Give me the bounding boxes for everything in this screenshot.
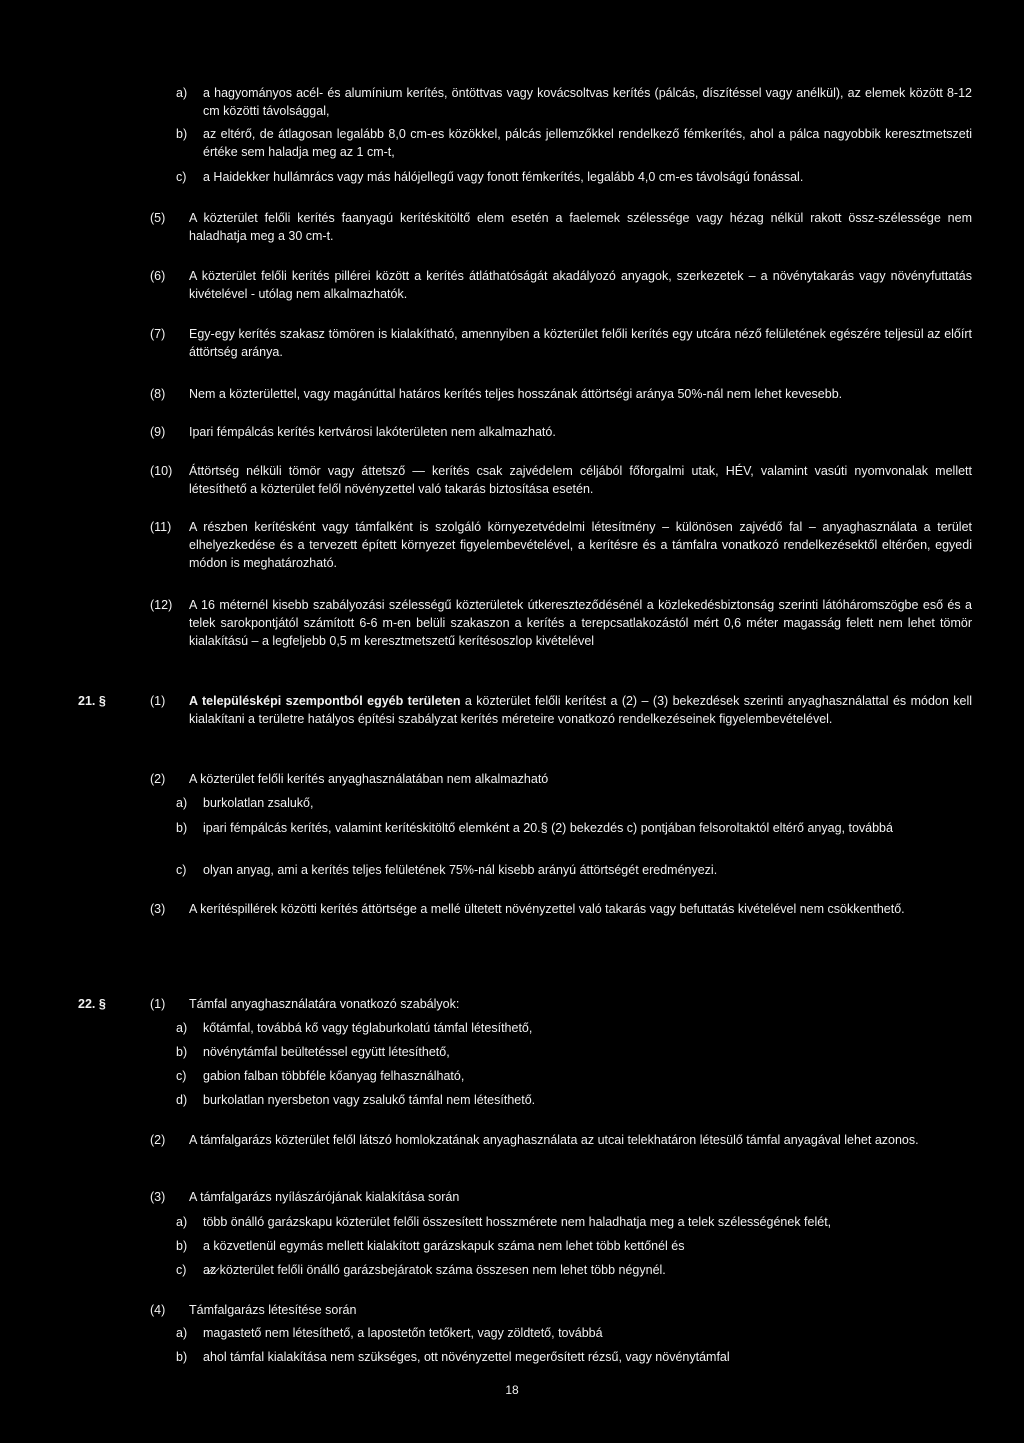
paragraph-number: (6) xyxy=(150,269,166,283)
list-item xyxy=(150,1237,972,1255)
list-item-text: az eltérő, de átlagosan legalább 8,0 cm-es közökkel, pálcás jellemzőkkel rendelkező fémkerítés, ahol a pálca nagyobbik keresztmetszeti értéke sem haladja meg az 1 cm-t, xyxy=(203,127,972,159)
paragraph-text: A közterület felőli kerítés anyaghasználatában nem alkalmazható xyxy=(189,772,549,786)
list-item-text: több önálló garázskapu közterület felőli összesített hosszmérete nem haladhatja meg a telek szélességének felét, xyxy=(203,1215,832,1229)
list-item xyxy=(150,168,972,186)
list-item xyxy=(150,1348,972,1366)
list-item-text: olyan anyag, ami a kerítés teljes felületének 75%-nál kisebb arányú áttörtségét eredményezi. xyxy=(203,863,718,877)
paragraph xyxy=(150,209,972,245)
paragraph-text: A részben kerítésként vagy támfalként is szolgáló környezetvédelmi létesítmény – különösen zajvédő fal – anyaghasználata a terület elhelyezkedése és a tervezett épített környezet figyelembevételével, a kerítésre és a támfalra vonatkozó rendelkezésektől eltérően, egyedi módon is meghatározható. xyxy=(189,520,972,570)
list-item xyxy=(150,1091,972,1109)
paragraph-text xyxy=(189,692,972,728)
list-item xyxy=(150,1043,972,1061)
list-item xyxy=(150,1261,972,1279)
paragraph-text: Támfalgarázs létesítése során xyxy=(189,1303,357,1317)
list-item xyxy=(150,794,972,812)
list-item-text: a közvetlenül egymás mellett kialakított garázskapuk száma nem lehet több kettőnél és xyxy=(203,1239,685,1253)
paragraph xyxy=(150,770,972,788)
paragraph-text: Egy-egy kerítés szakasz tömören is kialakítható, amennyiben a közterület felőli kerítés egy utcára néző felületének egészére teljesül az előírt áttörtség aránya. xyxy=(189,327,972,359)
list-item-text: a hagyományos acél- és alumínium kerítés, öntöttvas vagy kovácsoltvas kerítés (pálcás, díszítéssel vagy anélkül), az elemek között 8-12 cm közötti távolsággal, xyxy=(203,86,972,118)
paragraph-text: A támfalgarázs közterület felől látszó homlokzatának anyaghasználata az utcai telekhatáron létesülő támfal anyagával lehet azonos. xyxy=(189,1133,919,1147)
paragraph-text: A támfalgarázs nyílászárójának kialakítása során xyxy=(189,1190,460,1204)
list-item xyxy=(150,1213,972,1231)
paragraph xyxy=(150,692,972,728)
list-item-label: b) xyxy=(176,1239,188,1253)
paragraph xyxy=(150,423,972,441)
paragraph-text: Nem a közterülettel, vagy magánúttal határos kerítés teljes hosszának áttörtségi aránya 50%-nál nem lehet kevesebb. xyxy=(189,387,843,401)
paragraph xyxy=(150,385,972,403)
paragraph-text: A közterület felőli kerítés pillérei között a kerítés átláthatóságát akadályozó anyagok, szerkezetek – a növénytakarás vagy növényfuttatás kivételével - utólag nem alkalmazhatók. xyxy=(189,269,972,301)
list-item-text: burkolatlan zsalukő, xyxy=(203,796,314,810)
list-item-label: a) xyxy=(176,1021,188,1035)
paragraph-number: (1) xyxy=(150,694,166,708)
list-item-label: b) xyxy=(176,1350,188,1364)
paragraph-text: A közterület felőli kerítés faanyagú kerítéskitöltő elem esetén a faelemek szélessége vagy hézag nélkül rakott össz-szélessége nem haladhatja meg a 30 cm-t. xyxy=(189,211,972,243)
list-item-label: b) xyxy=(176,1045,188,1059)
list-item xyxy=(150,84,972,120)
list-item xyxy=(150,1019,972,1037)
paragraph-number: (4) xyxy=(150,1303,166,1317)
paragraph xyxy=(150,1131,972,1149)
list-item xyxy=(150,819,972,837)
list-item xyxy=(150,861,972,879)
list-item-text: ahol támfal kialakítása nem szükséges, ott növényzettel megerősített rézsű, vagy növénytámfal xyxy=(203,1350,730,1364)
paragraph-bold-lead: A településképi szempontból egyéb területen xyxy=(189,694,461,708)
list-item-text: kőtámfal, továbbá kő vagy téglaburkolatú támfal létesíthető, xyxy=(203,1021,533,1035)
list-item-text: gabion falban többféle kőanyag felhasználható, xyxy=(203,1069,465,1083)
paragraph-number: (8) xyxy=(150,387,166,401)
list-item-text: a̷z̷ közterület felőli önálló garázsbejáratok száma összesen nem lehet több négynél. xyxy=(203,1263,666,1277)
paragraph-number: (10) xyxy=(150,464,173,478)
list-item-text: növénytámfal beültetéssel együtt létesíthető, xyxy=(203,1045,450,1059)
paragraph xyxy=(150,267,972,303)
paragraph-number: (7) xyxy=(150,327,166,341)
paragraph xyxy=(150,325,972,361)
paragraph-number: (3) xyxy=(150,1190,166,1204)
paragraph-text: Támfal anyaghasználatára vonatkozó szabályok: xyxy=(189,997,460,1011)
list-item-label: b) xyxy=(176,127,188,141)
paragraph-number: (5) xyxy=(150,211,166,225)
list-item-label: c) xyxy=(176,1069,187,1083)
paragraph xyxy=(150,1301,972,1319)
section-label: 21. § xyxy=(78,694,106,708)
paragraph xyxy=(150,596,972,650)
section-label: 22. § xyxy=(78,997,106,1011)
paragraph-text: Ipari fémpálcás kerítés kertvárosi lakóterületen nem alkalmazható. xyxy=(189,425,556,439)
paragraph xyxy=(150,900,972,918)
page-number: 18 xyxy=(505,1383,519,1397)
list-item-label: d) xyxy=(176,1093,188,1107)
paragraph-text: A kerítéspillérek közötti kerítés áttörtsége a mellé ültetett növényzettel való takarás vagy befuttatás kivételével nem csökkenthető. xyxy=(189,902,905,916)
list-item-label: c) xyxy=(176,1263,187,1277)
list-item-label: c) xyxy=(176,170,187,184)
paragraph-text: Áttörtség nélküli tömör vagy áttetsző — kerítés csak zajvédelem céljából főforgalmi utak, HÉV, valamint vasúti nyomvonalak mellett létesíthető a közterület felől növényzettel való takarás biztosítása esetén. xyxy=(189,464,972,496)
paragraph xyxy=(150,518,972,572)
paragraph xyxy=(150,1188,972,1206)
list-item xyxy=(150,1067,972,1085)
paragraph xyxy=(150,995,972,1013)
paragraph-number: (9) xyxy=(150,425,166,439)
list-item-text: burkolatlan nyersbeton vagy zsalukő támfal nem létesíthető. xyxy=(203,1093,536,1107)
paragraph xyxy=(150,462,972,498)
list-item-label: a) xyxy=(176,1215,188,1229)
list-item-label: a) xyxy=(176,1326,188,1340)
paragraph-number: (12) xyxy=(150,598,173,612)
list-item-text: ipari fémpálcás kerítés, valamint kerítéskitöltő elemként a 20.§ (2) bekezdés c) pontjában felsoroltaktól eltérő anyag, továbbá xyxy=(203,821,893,835)
list-item-text: magastető nem létesíthető, a lapostetőn tetőkert, vagy zöldtető, továbbá xyxy=(203,1326,603,1340)
paragraph-number: (2) xyxy=(150,772,166,786)
list-item-label: b) xyxy=(176,821,188,835)
list-item-label: a) xyxy=(176,796,188,810)
paragraph-number: (2) xyxy=(150,1133,166,1147)
list-item xyxy=(150,125,972,161)
list-item-text: a Haidekker hullámrács vagy más hálójellegű vagy fonott fémkerítés, legalább 4,0 cm-es távolságú fonással. xyxy=(203,170,804,184)
list-item-label: a) xyxy=(176,86,188,100)
paragraph-rest: a közterület felőli kerítést a (2) – (3) bekezdések szerinti anyaghasználattal és módon kell kialakítani a területre hatályos építési szabályzat kerítés méreteire vonatkozó rendelkezéseinek figyelembevételével. xyxy=(189,694,972,726)
paragraph-number: (3) xyxy=(150,902,166,916)
list-item xyxy=(150,1324,972,1342)
paragraph-text: A 16 méternél kisebb szabályozási szélességű közterületek útkereszteződésénél a közlekedésbiztonság szerinti látóháromszögbe eső és a telek sarokpontjától számított 6-6 m-en belüli szakaszon a kerítés a terepcsatlakozástól mért 0,6 méter magasság felett nem lehet tömör kialakítású – a legfeljebb 0,5 m keresztmetszetű kerítésoszlop kivételével xyxy=(189,598,972,648)
paragraph-number: (1) xyxy=(150,997,166,1011)
list-item-label: c) xyxy=(176,863,187,877)
paragraph-number: (11) xyxy=(150,520,172,534)
